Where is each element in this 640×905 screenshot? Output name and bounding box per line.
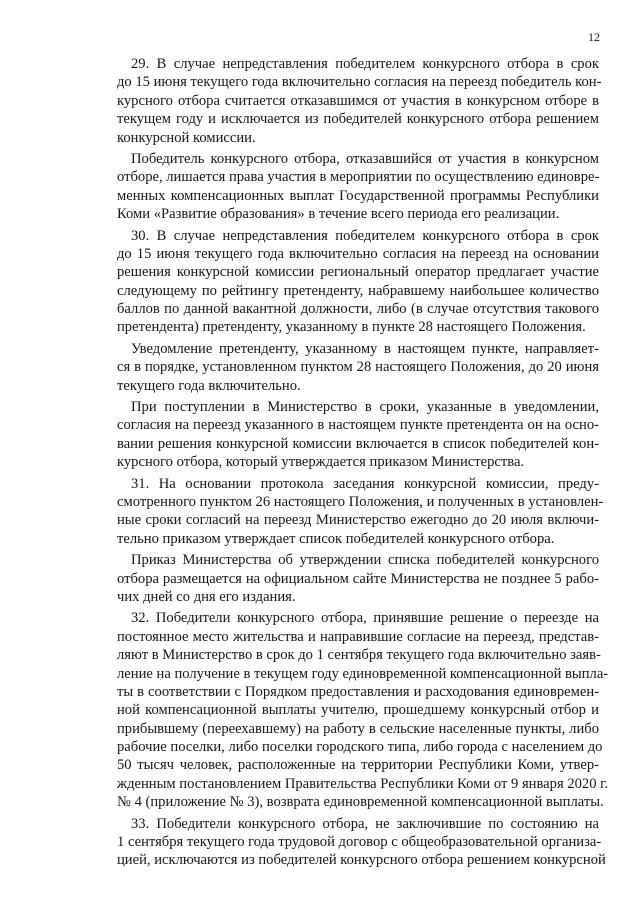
paragraph-line: решения конкурсной комиссии региональный оператор предлагает участие [117,264,599,281]
paragraph-line: При поступлении в Министерство в сроки, указанные в уведомлении, [131,399,599,416]
paragraph-line: согласия на переезд указанного в настоящем пункте претендента он на осно- [117,417,599,434]
paragraph-line: менных компенсационных выплат Государственной программы Республики [117,187,599,204]
document-body [117,55,609,870]
paragraph-line: тельно приказом утверждает список победителей конкурсного отбора. [117,530,555,547]
paragraph-line: 31. На основании протокола заседания конкурсной комиссии, преду- [131,475,599,492]
paragraph-line: жденным постановлением Правительства Республики Коми от 9 января 2020 г. [117,775,609,792]
paragraph [117,340,599,395]
paragraph-line: текущего года включительно. [117,377,301,394]
paragraph-line: ты в соответствии с Порядком предоставления и расходования единовремен- [117,683,599,700]
paragraph-line: текущем году и исключается из победителей конкурсного отбора решением [117,111,599,128]
paragraph-line: № 4 (приложение № 3), возврата единовременной компенсационной выплаты. [117,794,604,811]
paragraph-line: 29. В случае непредставления победителем конкурсного отбора в срок [131,56,599,72]
paragraph-line: отборе, лишается права участия в мероприятии по осуществлению единовре- [117,169,600,186]
paragraph-line: ление на получение в текущем году единовременной компенсационной выпла- [117,665,609,682]
paragraph-line: Коми «Развитие образования» в течение всего периода его реализации. [117,206,560,223]
paragraph-line: до 15 июня текущего года включительно согласия на переезд на основании [117,245,599,262]
paragraph-line: конкурсной комиссии. [117,129,256,146]
paragraph-line: следующему по рейтингу претенденту, набравшему наибольшее количество [117,282,599,299]
paragraph-line: ляют в Министерство в срок до 1 сентября текущего года включительно заяв- [117,647,601,664]
paragraph-line: 50 тысяч человек, расположенные на территории Республики Коми, утвер- [117,757,599,774]
paragraph-line: курсного отбора считается отказавшимся от участия в конкурсном отборе в [117,92,599,109]
paragraph-line: 33. Победители конкурсного отбора, не заключившие по состоянию на [131,815,599,832]
paragraph [117,475,604,549]
paragraph-line: смотренного пунктом 26 настоящего Положения, и полученных в установлен- [117,493,604,510]
paragraph-line: курсного отбора, который утверждается приказом Министерства. [117,454,525,471]
paragraph-line: Уведомление претенденту, указанному в настоящем пункте, направляет- [131,340,599,357]
paragraph-line: цией, исключаются из победителей конкурсного отбора решением конкурсной [117,852,606,869]
paragraph-line: прибывшему (переехавшему) на работу в сельские населенные пункты, либо [117,720,599,737]
paragraph [117,609,609,811]
paragraph-line: ся в порядке, установленном пунктом 28 настоящего Положения, до 20 июня [117,359,599,376]
paragraph [117,398,599,472]
paragraph-line: постоянное место жительства и направившие согласие на переезд, представ- [117,628,599,645]
paragraph-line: вании решения конкурсной комиссии включается в список победителей кон- [117,435,599,452]
paragraph-line: чих дней со дня его издания. [117,588,296,605]
paragraph-line: Приказ Министерства об утверждении списка победителей конкурсного [131,552,599,569]
paragraph-line: 30. В случае непредставления победителем конкурсного отбора в срок [131,227,599,244]
paragraph [117,227,599,337]
paragraph-line: отбора размещается на официальном сайте Министерства не позднее 5 рабо- [117,570,599,587]
paragraph [117,150,599,224]
paragraph [117,815,606,870]
paragraph-line: Победитель конкурсного отбора, отказавшийся от участия в конкурсном [131,150,599,167]
paragraph-line: претендента) претенденту, указанному в пункте 28 настоящего Положения. [117,319,586,336]
paragraph [117,551,599,606]
paragraph [117,55,602,147]
page-number: 12 [588,30,600,44]
paragraph-line: ной компенсационной выплаты учителю, прошедшему конкурсный отбор и [117,702,599,719]
paragraph-line: рабочие поселки, либо поселки городского типа, либо города с населением до [117,739,603,756]
paragraph-line: 1 сентября текущего года трудовой договор с общеобразовательной организа- [117,834,602,851]
paragraph-line: до 15 июня текущего года включительно согласия на переезд победитель кон- [117,74,602,91]
paragraph-line: 32. Победители конкурсного отбора, принявшие решение о переезде на [131,610,599,627]
paragraph-line: баллов по данной вакантной должности, либо (в случае отсутствия такового [117,301,599,318]
paragraph-line: ные сроки согласий на переезд Министерство ежегодно до 20 июля включи- [117,512,599,529]
